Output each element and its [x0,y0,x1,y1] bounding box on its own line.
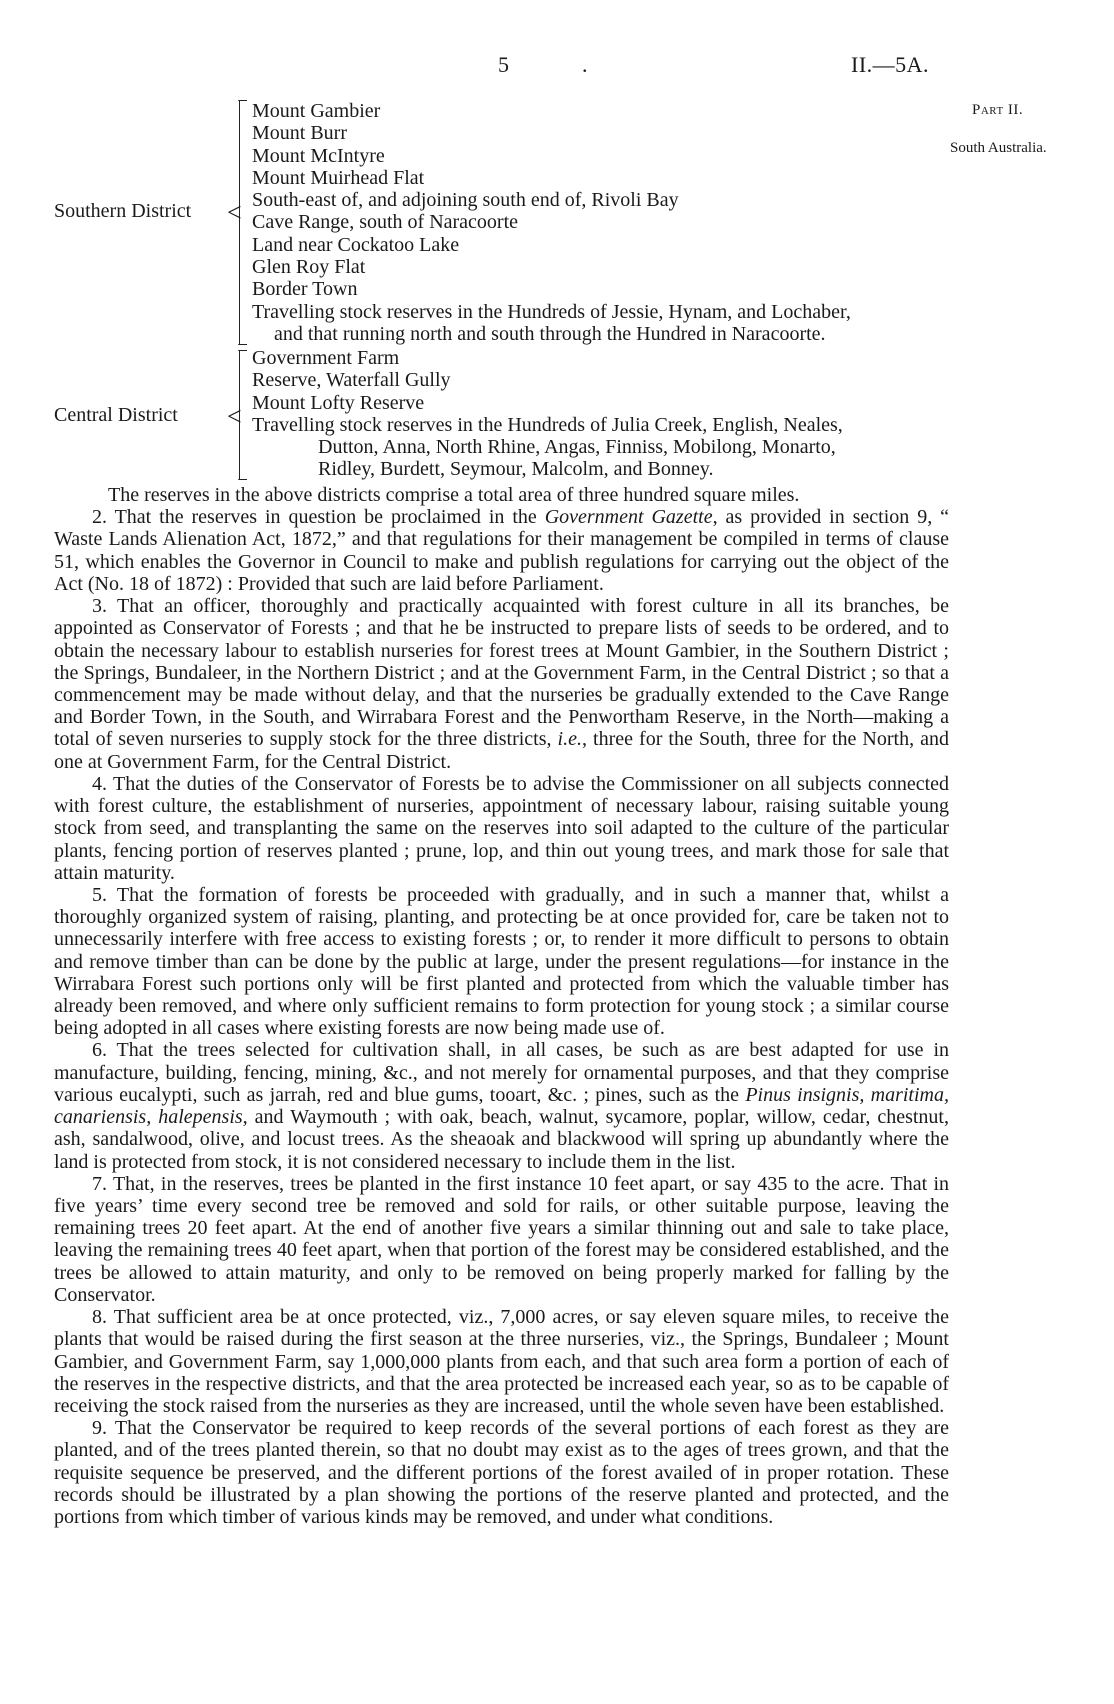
list-item-continuation: Ridley, Burdett, Seymour, Malcolm, and Bonney. [318,458,714,481]
paragraph-2: 2. That the reserves in question be proclaimed in the Government Gazette, as provided in section 9, “ Waste Lands Alienation Act, 1872,” and that regulations for their management be compiled in terms of clause 51, which enables the Governor in Council to make and publish regulations for carrying out the object of the Act (No. 18 of 1872) : Provided that such are laid before Parliament. [54,506,950,595]
list-item: Mount Burr [252,122,347,145]
list-item-continuation: Dutton, Anna, North Rhine, Angas, Finniss, Mobilong, Monarto, [318,436,836,459]
margin-part-label: Part II. [972,102,1024,118]
list-item [252,414,843,481]
list-item: Mount Lofty Reserve [252,391,425,414]
document-body [54,484,949,1528]
southern-brace-tip: < [227,198,242,227]
paragraph-7: 7. That, in the reserves, trees be planted in the first instance 10 feet apart, or say 435 to the acre. That in five years’ time every second tree be removed and sold for rails, or other suitable purpose, leaving the remaining trees 20 feet apart. At the end of another five years a similar thinning out and sale to take place, leaving the remaining trees 40 feet apart, when that portion of the forest may be considered established, and the trees be allowed to attain maturity, and only to be removed on being properly marked for falling by the Conservator. [54,1172,949,1306]
page-number: 5 [498,52,509,77]
list-item-continuation: and that running north and south through the Hundred in Naracoorte. [274,322,826,345]
list-item: Glen Roy Flat [252,256,366,279]
list-item-text: Travelling stock reserves in the Hundreds of Jessie, Hynam, and Lochaber, [252,300,851,323]
list-item: Government Farm [252,347,400,369]
central-brace-tip: < [227,402,242,431]
paragraph-4: 4. That the duties of the Conservator of Forests be to advise the Commissioner on all subjects connected with forest culture, the establishment of nurseries, appointment of necessary labour, raising suitable young stock from seed, and transplanting the same on the reserves into soil adapted to the culture of the particular plants, fencing portion of reserves planted ; prune, lop, and thin out young trees, and mark those for sale that attain maturity. [54,772,949,884]
paragraph-summary: The reserves in the above districts comprise a total area of three hundred square miles. [108,484,800,506]
list-item: South-east of, and adjoining south end of, Rivoli Bay [252,189,679,212]
southern-district-label: Southern District [54,200,192,222]
paragraph-3: 3. That an officer, thoroughly and practically acquainted with forest culture in all its branches, be appointed as Conservator of Forests ; and that he be instructed to prepare lists of seeds to be ordered, and to obtain the necessary labour to establish nurseries for forest trees at Mount Gambier, in the Southern District ; the Springs, Bundaleer, in the Northern District ; and at the Government Farm, in the Central District ; so that a commencement may be made without delay, and that the nurseries be gradually extended to the Cave Range and Border Town, in the South, and Wirrabara Forest and the Penwortham Reserve, in the North—making a total of seven nurseries to supply stock for the three districts, i.e., three for the South, three for the North, and one at Government Farm, for the Central District. [54,595,950,773]
document-reference: II.—5A. [851,52,930,77]
central-reserve-list [252,347,843,481]
paragraph-9: 9. That the Conservator be required to keep records of the several portions of each forest as they are planted, and of the trees planted therein, so that no doubt may exist as to the ages of trees grown, and that the requisite sequence be preserved, and the different portions of the forest availed of in proper rotation. These records should be illustrated by a plan showing the portions of the reserve planted and protected, and the portions from which timber of various kinds may be removed, and under what conditions. [54,1417,949,1529]
central-district-label: Central District [54,404,178,426]
list-item: Mount Gambier [252,100,381,122]
paragraph-8: 8. That sufficient area be at once protected, viz., 7,000 acres, or say eleven square miles, to receive the plants that would be raised during the first season at the three nurseries, viz., the Springs, Bundaleer ; Mount Gambier, and Government Farm, say 1,000,000 plants from each, and that such area form a portion of each of the reserves in the respective districts, and that the area protected be increased each year, so as to be capable of receiving the stock raised from the nurseries as they are increased, until the whole seven have been established. [54,1306,949,1417]
list-item [252,301,851,346]
list-item: Mount McIntyre [252,144,385,167]
southern-reserve-list [252,100,851,345]
list-item: Land near Cockatoo Lake [252,233,460,256]
list-item: Cave Range, south of Naracoorte [252,211,519,234]
list-item: Border Town [252,278,358,301]
list-item: Mount Muirhead Flat [252,166,425,189]
paragraph-6: 6. That the trees selected for cultivation shall, in all cases, be such as are best adapted for use in manufacture, building, fencing, mining, &c., and not merely for ornamental purposes, and that they comprise various eucalypti, such as jarrah, red and blue gums, tooart, &c. ; pines, such as the Pinus insignis, maritima, canariensis, halepensis, and Waymouth ; with oak, beach, walnut, sycamore, poplar, willow, cedar, chestnut, ash, sandalwood, olive, and locust trees. As the sheaoak and blackwood will spring up abundantly where the land is protected from stock, it is not considered necessary to include them in the list. [54,1039,949,1173]
list-item: Reserve, Waterfall Gully [252,369,451,392]
margin-region-label: South Australia. [950,140,1047,156]
header-dot: . [582,52,588,77]
paragraph-5: 5. That the formation of forests be proceeded with gradually, and in such a manner that, whilst a thoroughly organized system of raising, planting, and protecting be at once provided for, care be taken not to unnecessarily interfere with free access to existing forests ; or, to render it more difficult to persons to obtain and remove timber than can be done by the public at large, under the present regulations—for instance in the Wirrabara Forest such portions only will be first planted and protected from which the valuable timber has already been removed, and where only sufficient remains to form protection for young stock ; a similar course being adopted in all cases where existing forests are now being made use of. [54,883,949,1040]
list-item-text: Travelling stock reserves in the Hundreds of Julia Creek, English, Neales, [252,413,843,436]
